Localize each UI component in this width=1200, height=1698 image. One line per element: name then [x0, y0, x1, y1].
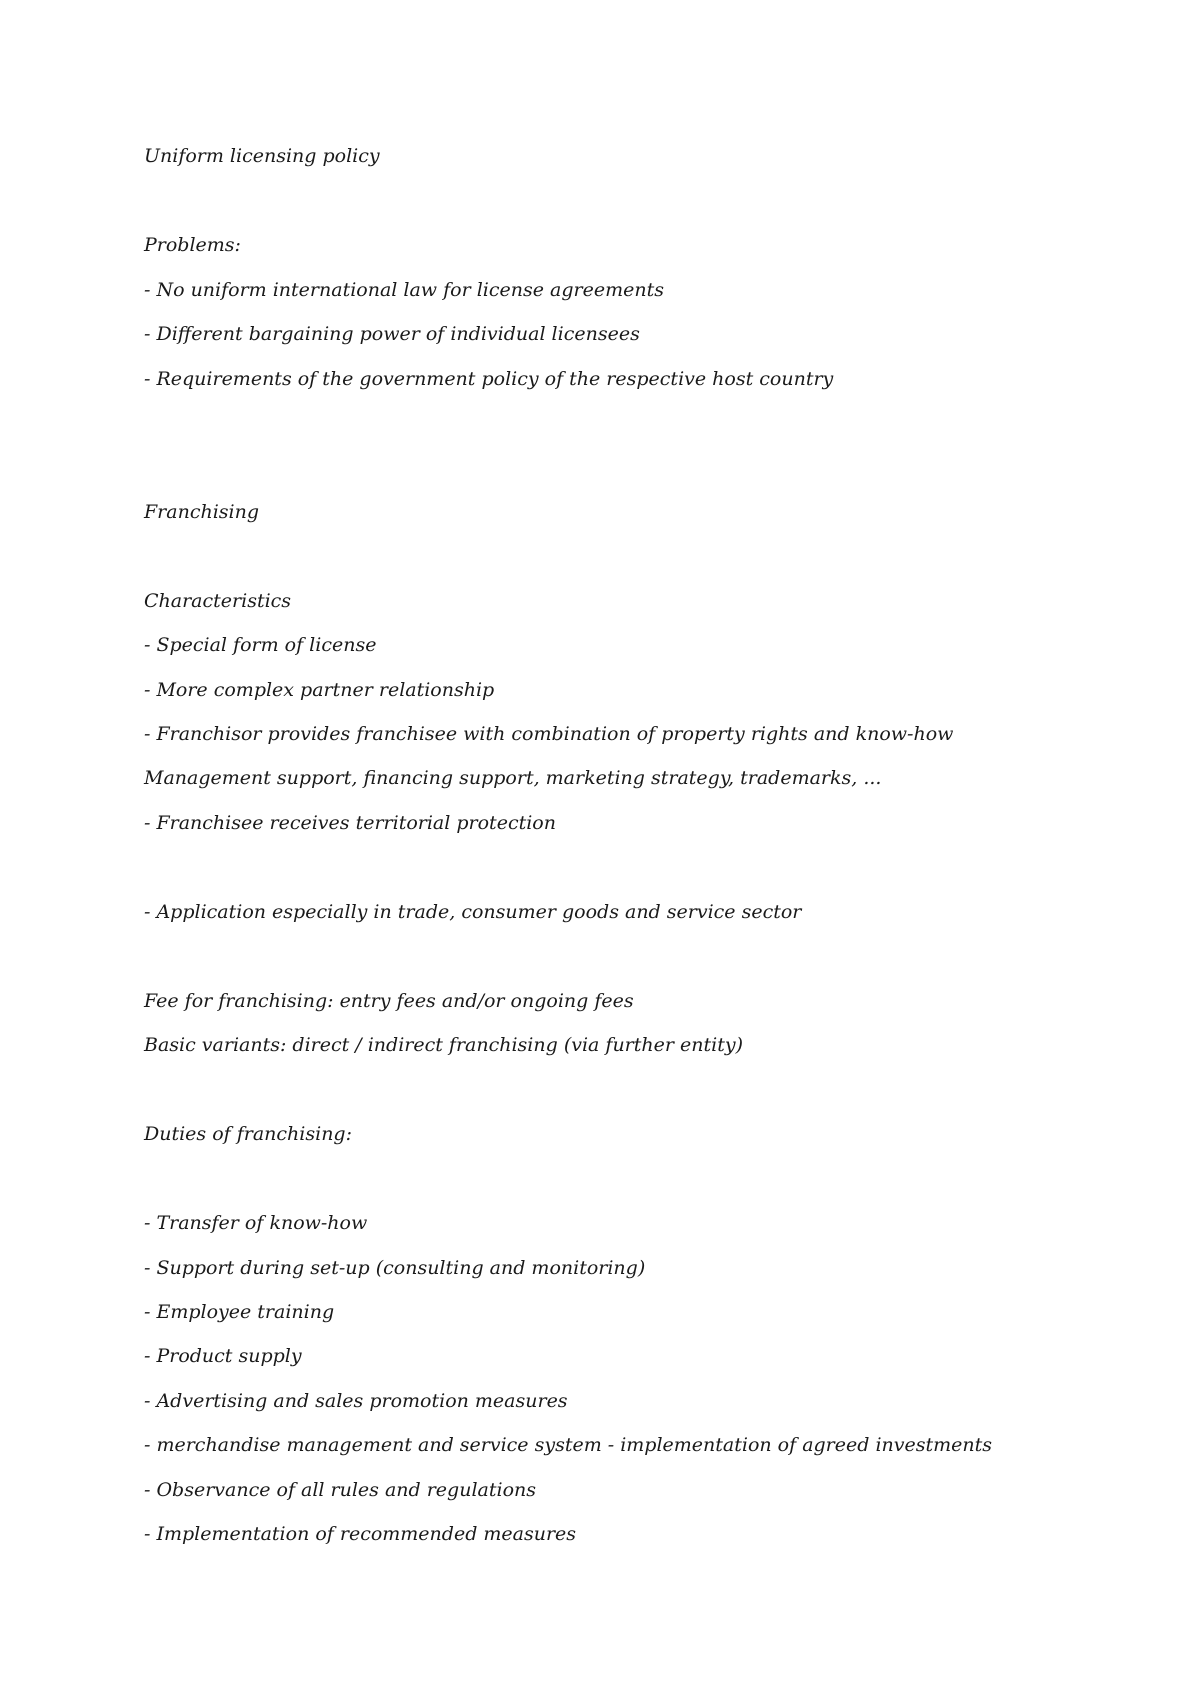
list-item: - Requirements of the government policy of the respective host country [144, 368, 834, 390]
subheading: Problems: [144, 234, 241, 256]
list-item: - Observance of all rules and regulations [144, 1479, 536, 1501]
paragraph: Management support, financing support, marketing strategy, trademarks, ... [144, 767, 882, 789]
list-item: - Franchisee receives territorial protection [144, 812, 556, 834]
paragraph: Fee for franchising: entry fees and/or ongoing fees [144, 990, 634, 1012]
list-item: - Special form of license [144, 634, 377, 656]
list-item: - Franchisor provides franchisee with combination of property rights and know-how [144, 723, 954, 745]
list-item: - No uniform international law for license agreements [144, 279, 664, 301]
list-item: - Support during set-up (consulting and monitoring) [144, 1257, 646, 1279]
subheading: Duties of franchising: [144, 1123, 352, 1145]
list-item: - Advertising and sales promotion measures [144, 1390, 568, 1412]
list-item: - Employee training [144, 1301, 335, 1323]
list-item: - merchandise management and service system - implementation of agreed investments [144, 1434, 993, 1456]
list-item: - More complex partner relationship [144, 679, 495, 701]
list-item: - Different bargaining power of individual licensees [144, 323, 640, 345]
subheading: Characteristics [144, 590, 292, 612]
section-heading: Franchising [144, 501, 260, 523]
list-item: - Transfer of know-how [144, 1212, 368, 1234]
section-heading: Uniform licensing policy [144, 145, 380, 167]
list-item: - Product supply [144, 1345, 302, 1367]
list-item: - Implementation of recommended measures [144, 1523, 577, 1545]
paragraph: Basic variants: direct / indirect franchising (via further entity) [144, 1034, 743, 1056]
list-item: - Application especially in trade, consumer goods and service sector [144, 901, 802, 923]
